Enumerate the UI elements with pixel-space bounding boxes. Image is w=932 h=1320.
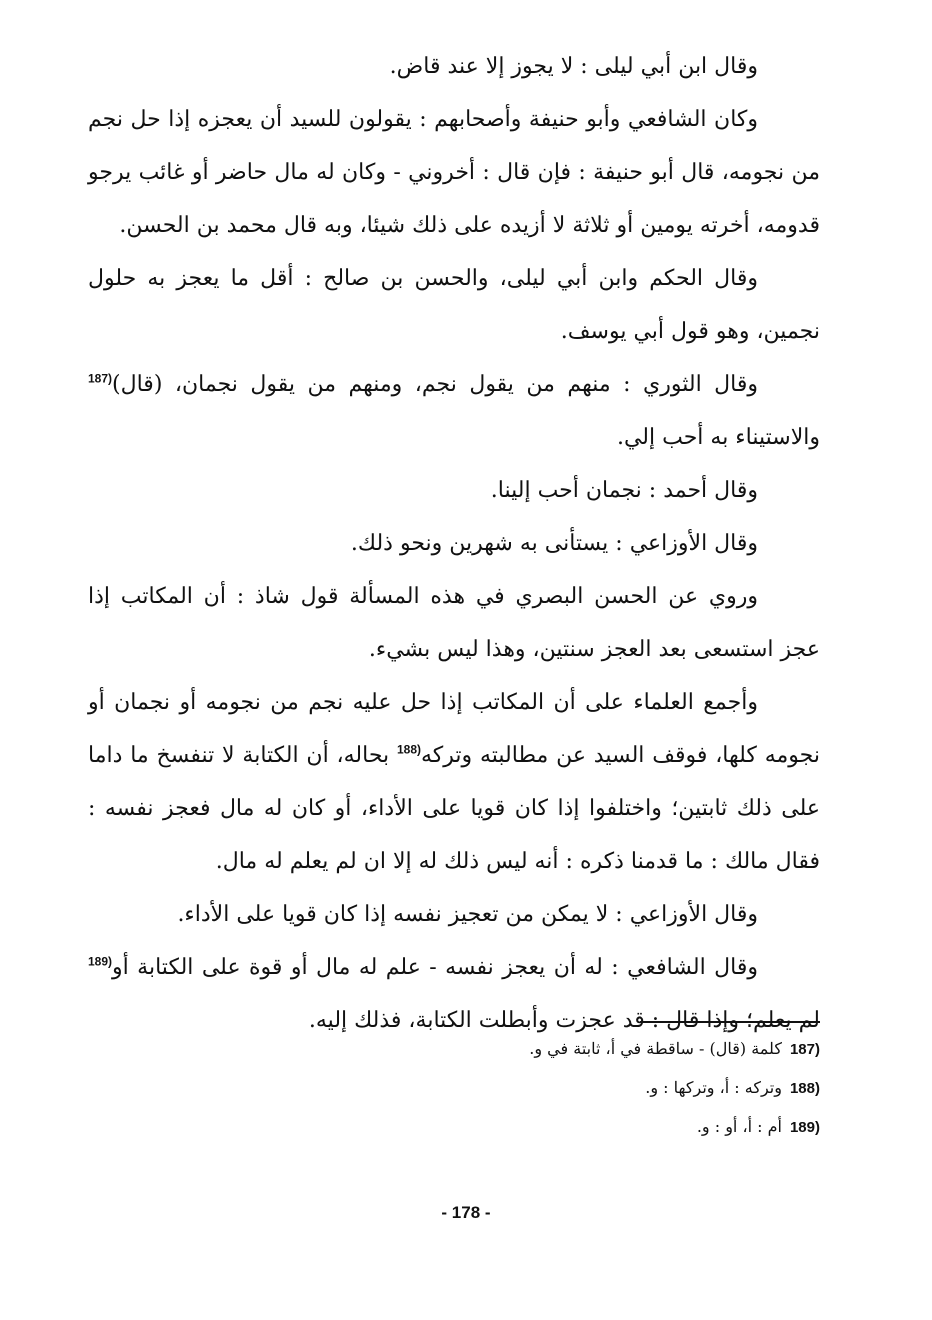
paragraph-ibn-abi-layla: وقال ابن أبي ليلى : لا يجوز إلا عند قاض. (389, 54, 758, 79)
footnote-189 (300, 1108, 820, 1147)
footnote-187 (300, 1030, 820, 1069)
footnotes (300, 1030, 820, 1147)
footnote-divider (640, 1021, 820, 1023)
paragraph-hakam: وقال الحكم وابن أبي ليلى، والحسن بن صالح : أقل ما يعجز به حلول نجمين، وهو قول أبي يوسف. (88, 266, 820, 344)
page-number: - 178 - (441, 1203, 491, 1222)
paragraph-ahmad: وقال أحمد : نجمان أحب إلينا. (490, 478, 758, 503)
paragraph-shafii-2-text: وقال الشافعي : له أن يعجز نفسه - علم له مال أو قوة على الكتابة أو (112, 955, 758, 980)
footnote-ref-187: (187 (88, 371, 113, 386)
footnote-number: (187 (789, 1041, 820, 1058)
paragraph-thawri-text: وقال الثوري : منهم من يقول نجم، ومنهم من يقول نجمان، (قال) (112, 372, 758, 397)
footnote-text: وتركه : أ، وتركها : و. (645, 1078, 782, 1097)
footnote-text: أم : أ، أو : و. (696, 1117, 782, 1136)
footnote-ref-188: (188 (396, 742, 421, 757)
paragraph-ijma-text-end: بحاله، أن الكتابة لا تنفسخ ما داما على ذلك ثابتين؛ واختلفوا إذا كان قويا على الأداء، أو كان له مال فعجز نفسه : فقال مالك : ما قدمنا ذكره : أنه ليس ذلك له إلا ان لم يعلم له مال. (88, 743, 820, 874)
paragraph-ijma (88, 676, 820, 888)
page-body (88, 40, 820, 1047)
footnote-text: كلمة (قال) - ساقطة في أ، ثابتة في و. (529, 1039, 782, 1058)
paragraph-ijma-text: وأجمع العلماء على أن المكاتب إذا حل عليه نجم من نجومه أو نجمان أو نجومه كلها، فوقف السيد عن مطالبته وتركه (88, 690, 820, 768)
footnote-188 (300, 1069, 820, 1108)
paragraph-shafii-abu-hanifa: وكان الشافعي وأبو حنيفة وأصحابهم : يقولون للسيد أن يعجزه إذا حل نجم من نجومه، قال أبو حنيفة : فإن قال : أخروني - وكان له مال حاضر أو غائب يرجو قدومه، أخرته يومين أو ثلاثة لا أزيده على ذلك شيئا، وبه قال محمد بن الحسن. (88, 107, 820, 238)
paragraph-hasan-basri: وروي عن الحسن البصري في هذه المسألة قول شاذ : أن المكاتب إذا عجز استسعى بعد العجز سنتين، وهذا ليس بشيء. (88, 584, 820, 662)
footnote-number: (189 (789, 1119, 820, 1136)
paragraph-awzai-2: وقال الأوزاعي : لا يمكن من تعجيز نفسه إذا كان قويا على الأداء. (177, 902, 758, 927)
footnote-ref-189: (189 (88, 954, 113, 969)
paragraph-awzai: وقال الأوزاعي : يستأنى به شهرين ونحو ذلك. (350, 531, 758, 556)
footnote-number: (188 (789, 1080, 820, 1097)
paragraph-shafii-2-text-end: لم يعلم؛ وإذا قال : قد عجزت وأبطلت الكتابة، فذلك إليه. (308, 1008, 820, 1033)
paragraph-thawri (88, 358, 820, 464)
paragraph-thawri-text-end: والاستيناء به أحب إلي. (616, 425, 820, 450)
